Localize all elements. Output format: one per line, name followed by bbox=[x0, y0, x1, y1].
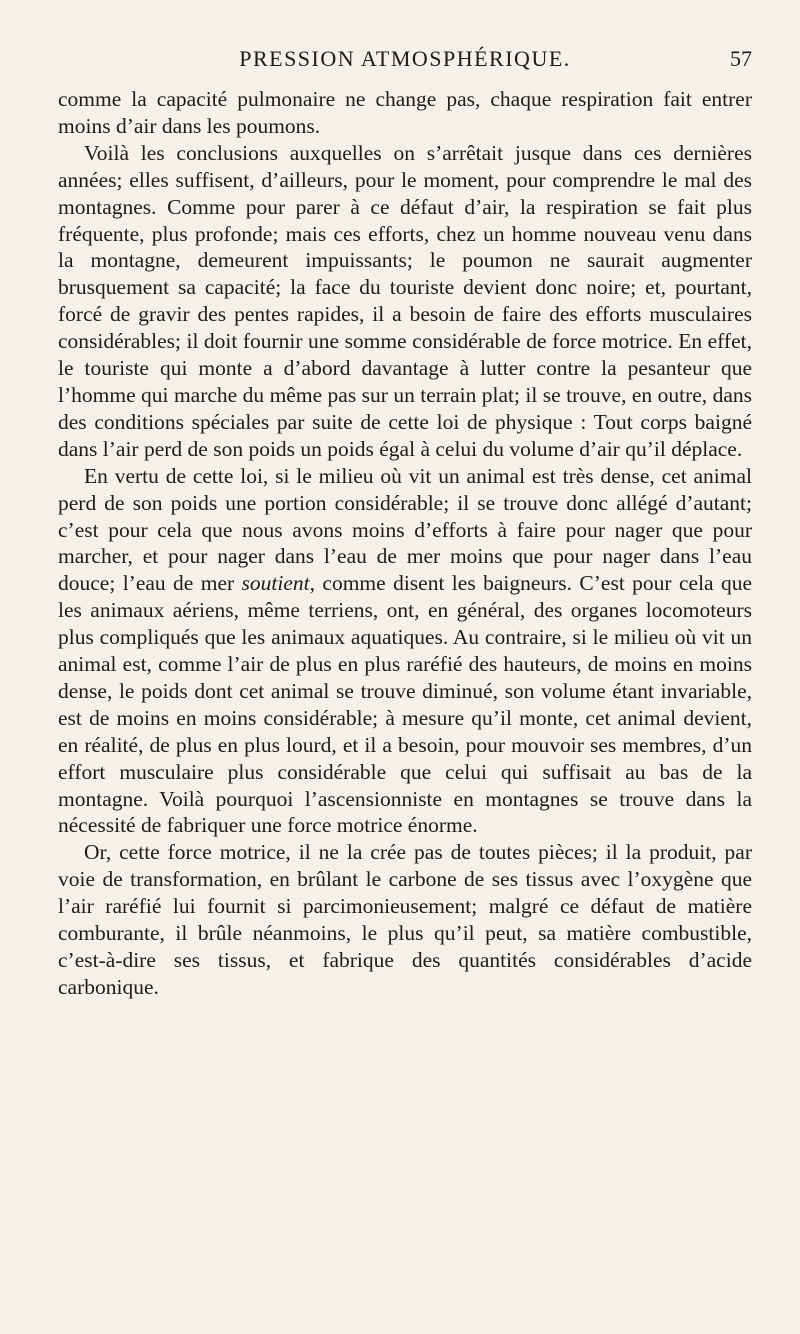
emphasis-soutient: soutient bbox=[241, 571, 310, 596]
body-text bbox=[58, 86, 752, 1001]
paragraph-motor-force: Or, cette force motrice, il ne la crée pas de toutes pièces; il la produit, par voie de transformation, en brûlant le carbone de ses tissus avec l’oxygène que l’air raréfié lui fournit si parcimonieusement; malgré ce défaut de matière comburante, il brûle néanmoins, le plus qu’il peut, sa matière combustible, c’est-à-dire ses tissus, et fabrique des quantités considérables d’acide carbonique. bbox=[58, 840, 752, 999]
paragraph-continuation: comme la capacité pulmonaire ne change pas, chaque respiration fait entrer moins d’air dans les poumons. bbox=[58, 87, 752, 138]
paragraph-density-law bbox=[58, 463, 752, 840]
paragraph-density-law-part-1: En vertu de cette loi, si le milieu où vit un animal est très dense, cet animal perd de son poids une portion considérable; il se trouve donc allégé d’autant; c’est pour cela que nous avons moins d’efforts à faire pour nager que pour marcher, et pour nager dans l’eau de mer moins que pour nager dans l’eau douce; l’eau de mer bbox=[58, 463, 752, 596]
paragraph-conclusions: Voilà les conclusions auxquelles on s’arrêtait jusque dans ces dernières années; elles suffisent, d’ailleurs, pour le moment, pour comprendre le mal des montagnes. Comme pour parer à ce défaut d’air, la respiration se fait plus fréquente, plus profonde; mais ces efforts, chez un homme nouveau venu dans la montagne, demeurent impuissants; le poumon ne saurait augmenter brusquement sa capacité; la face du touriste devient donc noire; et, pourtant, forcé de gravir des pentes rapides, il a besoin de faire des efforts musculaires considérables; il doit fournir une somme considérable de force motrice. En effet, le touriste qui monte a d’abord davantage à lutter contre la pesanteur que l’homme qui marche du même pas sur un terrain plat; il se trouve, en outre, dans des conditions spéciales par suite de cette loi de physique : Tout corps baigné dans l’air perd de son poids un poids égal à celui du volume d’air qu’il déplace. bbox=[58, 140, 752, 461]
page-number: 57 bbox=[730, 46, 752, 71]
page-header bbox=[58, 46, 752, 86]
paragraph-density-law-part-2: , comme disent les baigneurs. C’est pour cela que les animaux aériens, même terriens, ont, en général, des organes locomoteurs plus compliqués que les animaux aquatiques. Au contraire, si le milieu où vit un animal est, comme l’air de plus en plus raréfié des hauteurs, de moins en moins dense, le poids dont cet animal se trouve diminué, son volume étant invariable, est de moins en moins considérable; à mesure qu’il monte, cet animal devient, en réalité, de plus en plus lourd, et il a besoin, pour mouvoir ses membres, d’un effort musculaire plus considérable que celui qui suffisait au bas de la montagne. Voilà pourquoi l’ascensionniste en montagnes se trouve dans la nécessité de fabriquer une force motrice énorme. bbox=[58, 571, 753, 838]
running-title: PRESSION ATMOSPHÉRIQUE. bbox=[239, 46, 571, 71]
